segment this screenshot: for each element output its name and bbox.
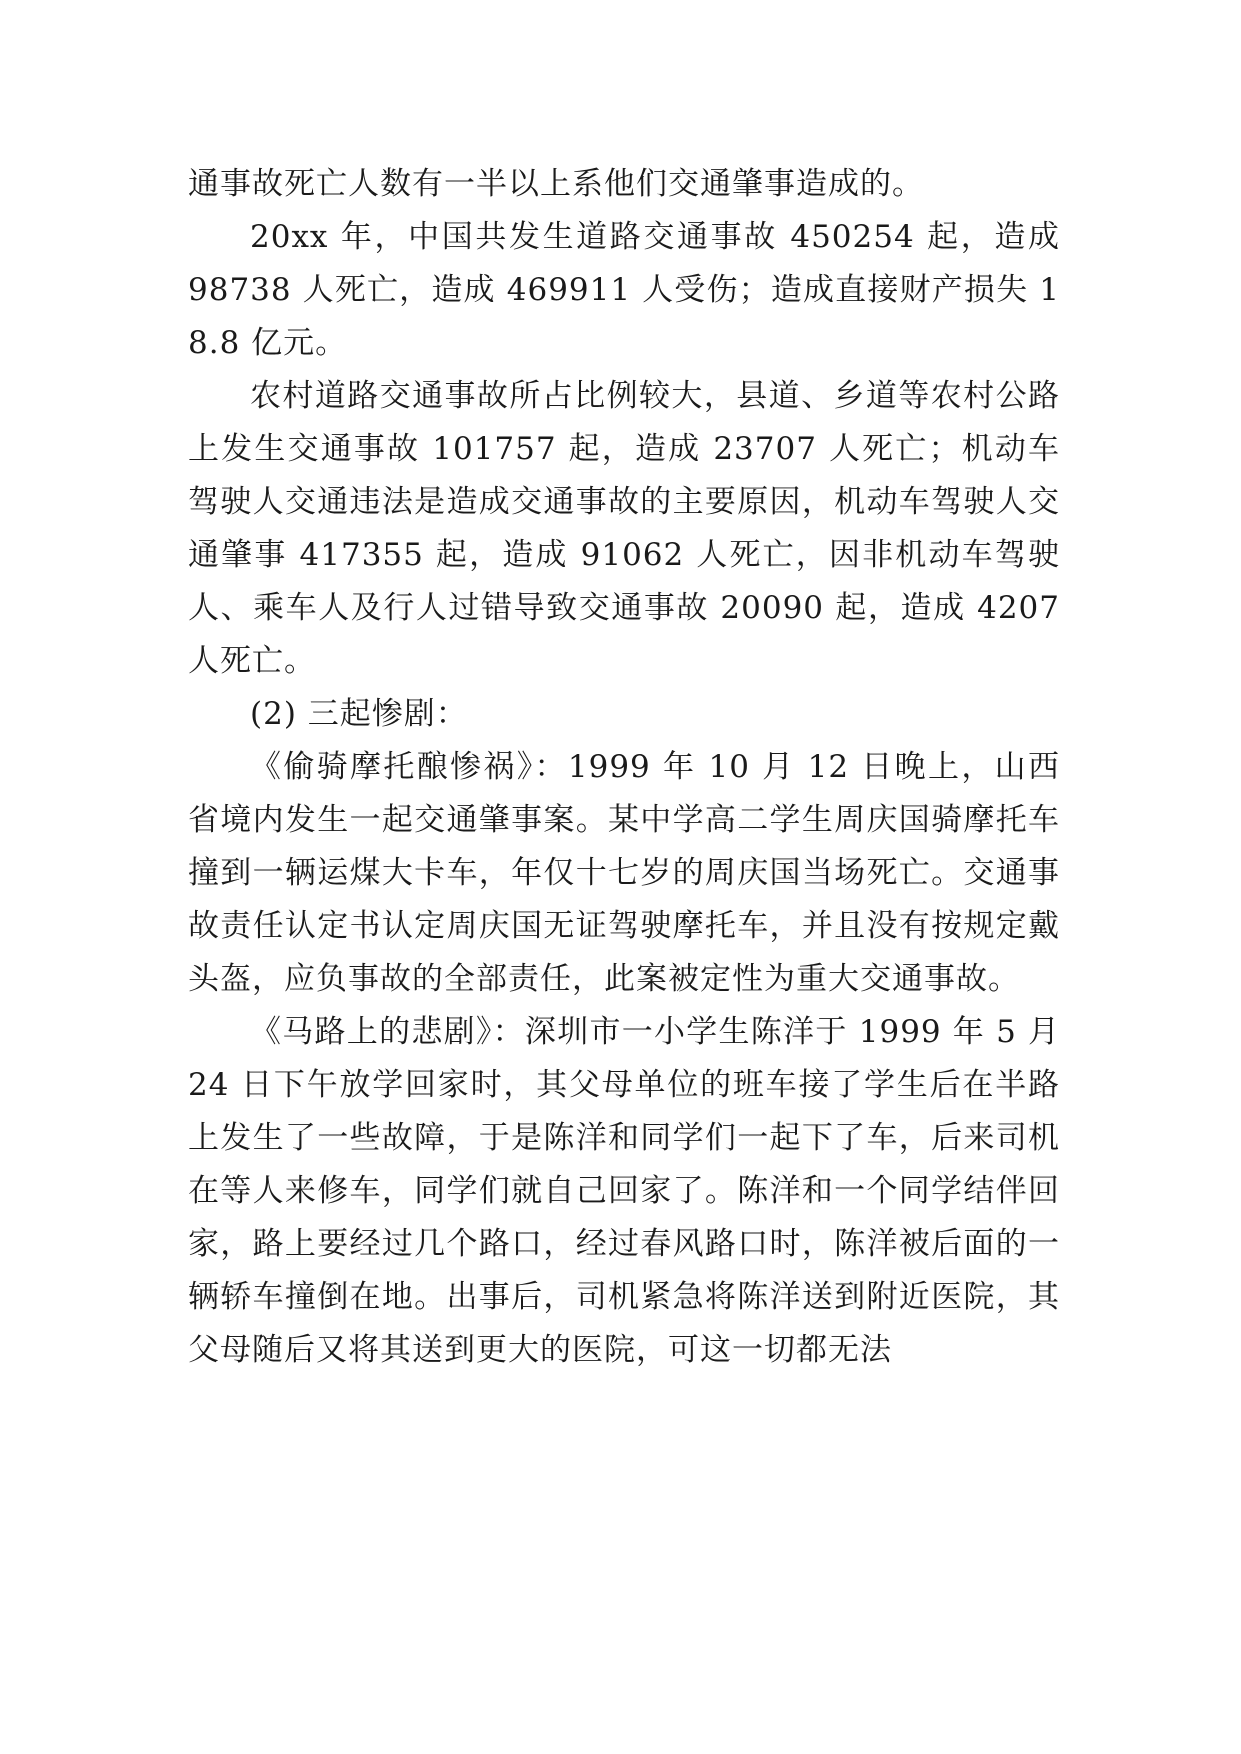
paragraph-continuation: 通事故死亡人数有一半以上系他们交通肇事造成的。 [188, 166, 924, 202]
document-body [188, 158, 1060, 1377]
section-heading-three-tragedies: (2) 三起惨剧： [250, 696, 468, 732]
paragraph-case-road-tragedy: 《马路上的悲剧》：深圳市一小学生陈洋于 1999 年 5 月 24 日下午放学回家时，其父母单位的班车接了学生后在半路上发生了一些故障，于是陈洋和同学们一起下了车，后来司机在等人来修车，同学们就自己回家了。陈洋和一个同学结伴回家，路上要经过几个路口，经过春风路口时，陈洋被后面的一辆轿车撞倒在地。出事后，司机紧急将陈洋送到附近医院，其父母随后又将其送到更大的医院，可这一切都无法 [188, 1014, 1060, 1368]
paragraph-statistics: 20xx 年，中国共发生道路交通事故 450254 起，造成 98738 人死亡，造成 469911 人受伤；造成直接财产损失 18.8 亿元。 [188, 219, 1060, 361]
paragraph-rural-accidents: 农村道路交通事故所占比例较大，县道、乡道等农村公路上发生交通事故 101757 起，造成 23707 人死亡；机动车驾驶人交通违法是造成交通事故的主要原因，机动车驾驶人交通肇事 417355 起，造成 91062 人死亡，因非机动车驾驶人、乘车人及行人过错导致交通事故 20090 起，造成 4207 人死亡。 [188, 378, 1060, 679]
paragraph-case-motorcycle: 《偷骑摩托酿惨祸》：1999 年 10 月 12 日晚上，山西省境内发生一起交通肇事案。某中学高二学生周庆国骑摩托车撞到一辆运煤大卡车，年仅十七岁的周庆国当场死亡。交通事故责任认定书认定周庆国无证驾驶摩托车，并且没有按规定戴头盔，应负事故的全部责任，此案被定性为重大交通事故。 [188, 749, 1060, 997]
